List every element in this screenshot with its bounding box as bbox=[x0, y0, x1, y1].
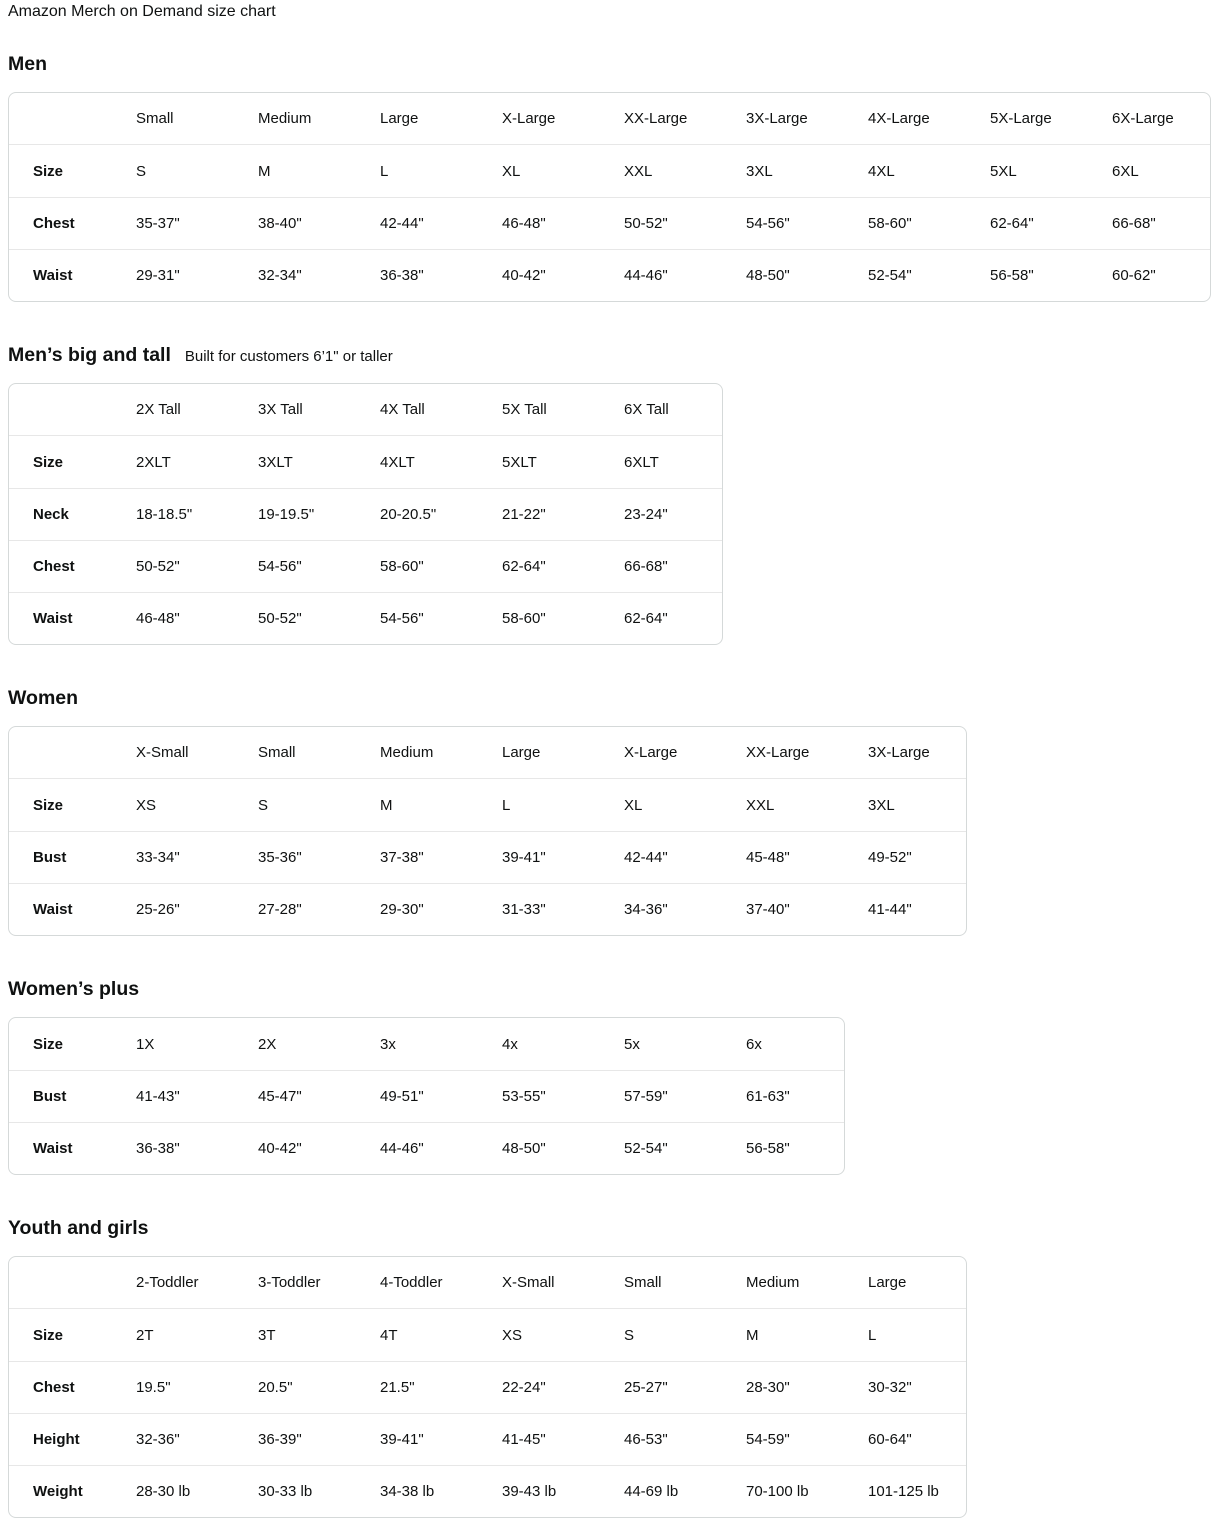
table-cell: 60-64" bbox=[844, 1413, 966, 1465]
table-cell: 23-24" bbox=[600, 488, 722, 540]
row-label: Chest bbox=[9, 540, 112, 592]
table-cell: 39-41" bbox=[356, 1413, 478, 1465]
table-cell: 49-52" bbox=[844, 831, 966, 883]
table-cell: S bbox=[258, 796, 269, 814]
table-cell: XS bbox=[502, 1326, 523, 1344]
column-header: Medium bbox=[234, 93, 356, 145]
table-cell: 34-38 lb bbox=[356, 1465, 478, 1517]
table-cell: 33-34" bbox=[112, 831, 234, 883]
column-header: Large bbox=[844, 1257, 966, 1309]
row-label: Bust bbox=[9, 831, 112, 883]
table-cell: 62-64" bbox=[478, 540, 600, 592]
row-label: Size bbox=[33, 162, 64, 180]
section-heading-row bbox=[8, 687, 1214, 710]
table-cell: 28-30" bbox=[722, 1361, 844, 1413]
corner-cell bbox=[9, 384, 112, 436]
column-header: 2-Toddler bbox=[112, 1257, 234, 1309]
table-row bbox=[9, 1018, 844, 1070]
column-header: 4X-Large bbox=[844, 93, 966, 145]
column-header: Medium bbox=[722, 1257, 844, 1309]
table-cell: 25-26" bbox=[112, 883, 234, 935]
table-cell: 4x bbox=[502, 1035, 518, 1053]
table-cell: L bbox=[868, 1326, 877, 1344]
row-label: Waist bbox=[9, 1122, 112, 1174]
table-cell: 5XLT bbox=[502, 453, 537, 471]
table-cell: 41-43" bbox=[112, 1070, 234, 1122]
table-row bbox=[9, 1122, 844, 1174]
table-cell: 61-63" bbox=[722, 1070, 844, 1122]
table-cell: 36-38" bbox=[112, 1122, 234, 1174]
table-cell: 6XL bbox=[1112, 162, 1139, 180]
table-cell: 41-44" bbox=[844, 883, 966, 935]
section-mens-big-and-tall bbox=[8, 344, 1214, 645]
column-header: XX-Large bbox=[722, 727, 844, 779]
table-cell: 21.5" bbox=[356, 1361, 478, 1413]
table-cell: 70-100 lb bbox=[722, 1465, 844, 1517]
column-header: 3X-Large bbox=[722, 93, 844, 145]
table-cell: 32-34" bbox=[234, 249, 356, 301]
table-row bbox=[9, 1361, 966, 1413]
table-cell: 48-50" bbox=[478, 1122, 600, 1174]
section-heading-men: Men bbox=[8, 53, 47, 75]
table-cell: 19.5" bbox=[112, 1361, 234, 1413]
table-cell: 4XL bbox=[868, 162, 895, 180]
table-cell: 22-24" bbox=[478, 1361, 600, 1413]
table-cell: 56-58" bbox=[966, 249, 1088, 301]
section-heading-women: Women bbox=[8, 687, 79, 709]
table-cell: 49-51" bbox=[356, 1070, 478, 1122]
table-cell: 54-56" bbox=[234, 540, 356, 592]
row-label: Size bbox=[33, 453, 64, 471]
section-youth-and-girls bbox=[8, 1217, 1214, 1518]
column-header: X-Small bbox=[478, 1257, 600, 1309]
table-cell: 30-32" bbox=[844, 1361, 966, 1413]
table-cell: 42-44" bbox=[600, 831, 722, 883]
table-cell: 62-64" bbox=[966, 197, 1088, 249]
table-cell: 3x bbox=[380, 1035, 396, 1053]
table-row bbox=[9, 1413, 966, 1465]
table-cell: 58-60" bbox=[844, 197, 966, 249]
section-heading-row bbox=[8, 978, 1214, 1001]
column-header: 3X-Large bbox=[844, 727, 966, 779]
table-cell: 66-68" bbox=[1088, 197, 1210, 249]
table-cell: 4T bbox=[380, 1326, 398, 1344]
row-label: Waist bbox=[9, 883, 112, 935]
corner-cell bbox=[9, 93, 112, 145]
men-table bbox=[8, 92, 1211, 302]
column-header: 5X-Large bbox=[966, 93, 1088, 145]
row-label: Size bbox=[33, 1035, 64, 1053]
table-cell: 18-18.5" bbox=[112, 488, 234, 540]
column-header: 5X Tall bbox=[478, 384, 600, 436]
table-header-row bbox=[9, 727, 966, 779]
table-cell: 29-31" bbox=[112, 249, 234, 301]
row-label: Chest bbox=[9, 197, 112, 249]
section-heading-row bbox=[8, 1217, 1214, 1240]
table-cell: 37-40" bbox=[722, 883, 844, 935]
table-cell: 62-64" bbox=[600, 592, 722, 644]
table-cell: 44-46" bbox=[356, 1122, 478, 1174]
table-cell: XL bbox=[502, 162, 521, 180]
table-cell: 56-58" bbox=[722, 1122, 844, 1174]
table-cell: XS bbox=[136, 796, 157, 814]
column-header: Small bbox=[112, 93, 234, 145]
table-cell: 20-20.5" bbox=[356, 488, 478, 540]
table-cell: 42-44" bbox=[356, 197, 478, 249]
table-cell: 52-54" bbox=[600, 1122, 722, 1174]
table-cell: 60-62" bbox=[1088, 249, 1210, 301]
table-cell: 48-50" bbox=[722, 249, 844, 301]
table-cell: 54-56" bbox=[722, 197, 844, 249]
table-cell: 3T bbox=[258, 1326, 276, 1344]
table-cell: 37-38" bbox=[356, 831, 478, 883]
row-label: Height bbox=[9, 1413, 112, 1465]
table-cell: 1X bbox=[136, 1035, 155, 1053]
table-cell: 41-45" bbox=[478, 1413, 600, 1465]
table-row bbox=[9, 1465, 966, 1517]
table-cell: 46-53" bbox=[600, 1413, 722, 1465]
section-heading-row bbox=[8, 344, 1214, 367]
column-header: Small bbox=[600, 1257, 722, 1309]
table-cell: 66-68" bbox=[600, 540, 722, 592]
table-row bbox=[9, 592, 722, 644]
table-row bbox=[9, 779, 966, 831]
table-cell: 38-40" bbox=[234, 197, 356, 249]
table-cell: 39-41" bbox=[478, 831, 600, 883]
sections-root bbox=[8, 53, 1214, 1518]
table-cell: L bbox=[502, 796, 511, 814]
column-header: X-Large bbox=[478, 93, 600, 145]
table-cell: 2XLT bbox=[136, 453, 171, 471]
table-cell: M bbox=[258, 162, 271, 180]
table-row bbox=[9, 249, 1210, 301]
table-cell: XXL bbox=[746, 796, 775, 814]
table-cell: XL bbox=[624, 796, 643, 814]
column-header: Small bbox=[234, 727, 356, 779]
table-cell: 6XLT bbox=[624, 453, 659, 471]
table-cell: 46-48" bbox=[112, 592, 234, 644]
column-header: 3X Tall bbox=[234, 384, 356, 436]
table-cell: 4XLT bbox=[380, 453, 415, 471]
section-heading-womens-plus: Women’s plus bbox=[8, 978, 140, 1000]
table-cell: 19-19.5" bbox=[234, 488, 356, 540]
table-cell: S bbox=[624, 1326, 635, 1344]
table-cell: 3XL bbox=[746, 162, 773, 180]
row-label: Weight bbox=[9, 1465, 112, 1517]
table-cell: 34-36" bbox=[600, 883, 722, 935]
corner-cell bbox=[9, 727, 112, 779]
table-cell: 50-52" bbox=[234, 592, 356, 644]
table-cell: 40-42" bbox=[234, 1122, 356, 1174]
column-header: Large bbox=[478, 727, 600, 779]
youth-and-girls-table bbox=[8, 1256, 967, 1518]
table-cell: XXL bbox=[624, 162, 653, 180]
table-cell: 45-48" bbox=[722, 831, 844, 883]
section-heading-row bbox=[8, 53, 1214, 76]
table-cell: 40-42" bbox=[478, 249, 600, 301]
row-label: Size bbox=[33, 796, 64, 814]
mens-big-and-tall-table bbox=[8, 383, 723, 645]
table-cell: S bbox=[136, 162, 147, 180]
table-cell: 29-30" bbox=[356, 883, 478, 935]
table-cell: 44-69 lb bbox=[600, 1465, 722, 1517]
table-cell: 27-28" bbox=[234, 883, 356, 935]
table-header-row bbox=[9, 384, 722, 436]
column-header: 4X Tall bbox=[356, 384, 478, 436]
section-women bbox=[8, 687, 1214, 936]
table-cell: 52-54" bbox=[844, 249, 966, 301]
table-cell: M bbox=[380, 796, 393, 814]
table-cell: 36-38" bbox=[356, 249, 478, 301]
column-header: Large bbox=[356, 93, 478, 145]
table-row bbox=[9, 488, 722, 540]
column-header: 6X Tall bbox=[600, 384, 722, 436]
table-cell: 2T bbox=[136, 1326, 154, 1344]
table-cell: 53-55" bbox=[478, 1070, 600, 1122]
table-cell: 54-56" bbox=[356, 592, 478, 644]
section-womens-plus bbox=[8, 978, 1214, 1175]
table-cell: 101-125 lb bbox=[844, 1465, 966, 1517]
table-cell: 3XLT bbox=[258, 453, 293, 471]
table-cell: 36-39" bbox=[234, 1413, 356, 1465]
table-header-row bbox=[9, 93, 1210, 145]
table-cell: 31-33" bbox=[478, 883, 600, 935]
table-cell: 39-43 lb bbox=[478, 1465, 600, 1517]
table-cell: 30-33 lb bbox=[234, 1465, 356, 1517]
table-cell: 25-27" bbox=[600, 1361, 722, 1413]
table-cell: 50-52" bbox=[600, 197, 722, 249]
table-cell: 5XL bbox=[990, 162, 1017, 180]
table-row bbox=[9, 145, 1210, 197]
section-heading-youth-and-girls: Youth and girls bbox=[8, 1217, 149, 1239]
page-title: Amazon Merch on Demand size chart bbox=[8, 3, 276, 20]
section-heading-mens-big-and-tall: Men’s big and tall bbox=[8, 344, 171, 366]
table-cell: 32-36" bbox=[112, 1413, 234, 1465]
table-row bbox=[9, 436, 722, 488]
table-header-row bbox=[9, 1257, 966, 1309]
section-subtitle: Built for customers 6’1" or taller bbox=[184, 348, 393, 365]
table-row bbox=[9, 831, 966, 883]
table-cell: 2X bbox=[258, 1035, 277, 1053]
row-label: Size bbox=[33, 1326, 64, 1344]
table-cell: 6x bbox=[746, 1035, 762, 1053]
table-cell: 20.5" bbox=[234, 1361, 356, 1413]
row-label: Bust bbox=[9, 1070, 112, 1122]
table-cell: 44-46" bbox=[600, 249, 722, 301]
corner-cell bbox=[9, 1257, 112, 1309]
table-cell: L bbox=[380, 162, 389, 180]
table-cell: 21-22" bbox=[478, 488, 600, 540]
table-cell: 54-59" bbox=[722, 1413, 844, 1465]
table-cell: 57-59" bbox=[600, 1070, 722, 1122]
table-cell: 58-60" bbox=[356, 540, 478, 592]
table-row bbox=[9, 1070, 844, 1122]
table-cell: 5x bbox=[624, 1035, 640, 1053]
column-header: X-Small bbox=[112, 727, 234, 779]
column-header: 3-Toddler bbox=[234, 1257, 356, 1309]
section-men bbox=[8, 53, 1214, 302]
table-cell: M bbox=[746, 1326, 759, 1344]
table-cell: 35-37" bbox=[112, 197, 234, 249]
table-row bbox=[9, 1309, 966, 1361]
table-row bbox=[9, 540, 722, 592]
womens-plus-table bbox=[8, 1017, 845, 1175]
table-row bbox=[9, 197, 1210, 249]
table-cell: 28-30 lb bbox=[112, 1465, 234, 1517]
column-header: 6X-Large bbox=[1088, 93, 1210, 145]
table-cell: 58-60" bbox=[478, 592, 600, 644]
row-label: Chest bbox=[9, 1361, 112, 1413]
table-cell: 45-47" bbox=[234, 1070, 356, 1122]
table-cell: 46-48" bbox=[478, 197, 600, 249]
column-header: X-Large bbox=[600, 727, 722, 779]
column-header: 4-Toddler bbox=[356, 1257, 478, 1309]
women-table bbox=[8, 726, 967, 936]
table-cell: 35-36" bbox=[234, 831, 356, 883]
row-label: Neck bbox=[9, 488, 112, 540]
column-header: 2X Tall bbox=[112, 384, 234, 436]
table-cell: 50-52" bbox=[112, 540, 234, 592]
row-label: Waist bbox=[9, 249, 112, 301]
column-header: XX-Large bbox=[600, 93, 722, 145]
table-cell: 3XL bbox=[868, 796, 895, 814]
table-row bbox=[9, 883, 966, 935]
row-label: Waist bbox=[9, 592, 112, 644]
column-header: Medium bbox=[356, 727, 478, 779]
